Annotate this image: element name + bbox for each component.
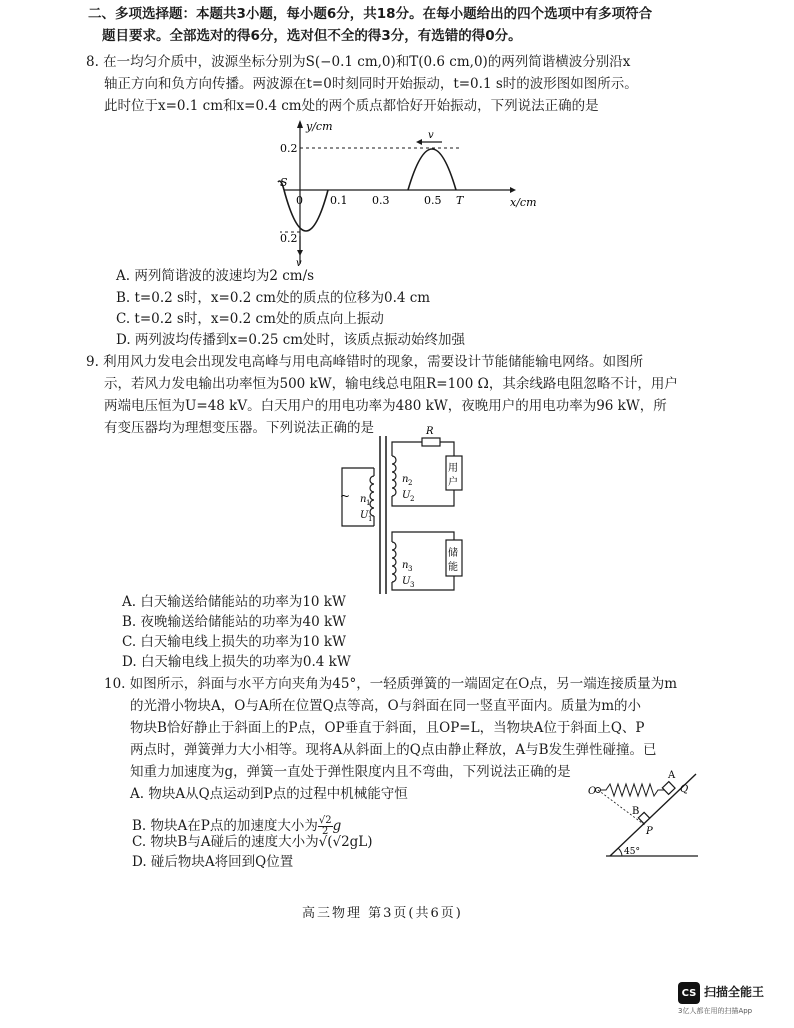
q10-line-4: 两点时，弹簧弹力大小相等。现将A从斜面上的Q点由静止释放，A与B发生弹性碰撞。已 (130, 742, 657, 758)
section-title-cont: 题目要求。全部选对的得6分，选对但不全的得3分，有选错的得0分。 (102, 28, 522, 44)
q9-line-1: 9. 利用风力发电会出现发电高峰与用电高峰错时的现象，需要设计节能储能输电网络。如图所 (86, 354, 644, 370)
label-P: P (646, 826, 653, 837)
user-label-2: 户 (448, 477, 458, 488)
origin-label: 0 (296, 194, 303, 207)
q8-option-a: A. 两列简谐波的波速均为2 cm/s (116, 268, 315, 284)
q8-wave-graph (270, 118, 550, 270)
v-label-bottom: v (296, 258, 302, 269)
U2-label: U (402, 490, 411, 501)
n2-label: n (402, 474, 409, 485)
q9-line-3: 两端电压恒为U=48 kV。白天用户的用电功率为480 kW，夜晚用户的用电功率为96 kW，所 (104, 398, 667, 414)
x-axis-arrow-icon (510, 187, 516, 193)
secondary-coil-3 (392, 542, 396, 582)
n2-sub: 2 (408, 479, 413, 487)
U1-label: U (360, 510, 369, 521)
block-A (662, 782, 675, 795)
camscanner-logo-icon: CS (678, 982, 700, 1004)
q8-option-c: C. t=0.2 s时，x=0.2 cm处的质点向上振动 (116, 311, 384, 327)
q10-line-2: 的光滑小物块A，O与A所在位置Q点等高，O与斜面在同一竖直平面内。质量为m的小 (130, 698, 642, 714)
storage-label-2: 能 (448, 562, 458, 573)
q10-option-b-num: √2 (318, 815, 332, 826)
v-label-top: v (428, 130, 434, 141)
y-tick-top: 0.2 (280, 142, 298, 155)
n3-sub: 3 (408, 565, 413, 573)
S-label: S (280, 176, 288, 189)
q10-option-a: A. 物块A从Q点运动到P点的过程中机械能守恒 (130, 786, 408, 802)
q10-option-d: D. 碰后物块A将回到Q位置 (132, 854, 294, 870)
page-footer: 高三物理 第3页(共6页) (302, 906, 463, 921)
q10-option-b-prefix: B. 物块A在P点的加速度大小为 (132, 818, 318, 834)
q10-option-c: C. 物块B与A碰后的速度大小为√(√2gL) (132, 834, 373, 850)
y-axis-label: y/cm (306, 120, 333, 133)
wave-left-curve (284, 190, 328, 231)
q9-option-a: A. 白天输送给储能站的功率为10 kW (122, 594, 346, 610)
q8-option-d: D. 两列波均传播到x=0.25 cm处时，该质点振动始终加强 (116, 332, 466, 348)
label-B: B (632, 806, 640, 817)
section-title: 二、多项选择题：本题共3小题，每小题6分，共18分。在每小题给出的四个选项中有多项符合 (88, 6, 653, 22)
n3-label: n (402, 560, 409, 571)
primary-coil (370, 476, 374, 516)
secondary-coil-2 (392, 456, 396, 496)
q8-line-1: 8. 在一均匀介质中，波源坐标分别为S(−0.1 cm,0)和T(0.6 cm,0)的两列简谐横波分别沿x (86, 54, 631, 70)
U2-sub: 2 (410, 495, 415, 503)
q8-option-b: B. t=0.2 s时，x=0.2 cm处的质点的位移为0.4 cm (116, 290, 431, 306)
q10-option-b-suffix: g (332, 818, 342, 834)
q10-incline-figure (586, 770, 706, 866)
x-tick-0.5: 0.5 (424, 194, 442, 207)
label-O: O (588, 786, 597, 797)
q10-line-1: 10. 如图所示，斜面与水平方向夹角为45°，一轻质弹簧的一端固定在O点，另一端连接质量为m (104, 676, 678, 692)
user-label-1: 用 (448, 463, 458, 474)
storage-label-1: 储 (448, 548, 458, 559)
ac-source-icon: ~ (340, 489, 351, 503)
q9-circuit-diagram (330, 422, 490, 600)
q9-option-d: D. 白天输电线上损失的功率为0.4 kW (122, 654, 351, 670)
n1-sub: 1 (366, 499, 371, 507)
q10-line-3: 物块B恰好静止于斜面上的P点，OP垂直于斜面，且OP=L，当物块A位于斜面上Q、P (130, 720, 645, 736)
q8-line-3: 此时位于x=0.1 cm和x=0.4 cm处的两个质点都恰好开始振动，下列说法正确的是 (104, 98, 599, 114)
q10-option-b-den: 2 (322, 826, 329, 837)
angle-arc (618, 848, 622, 856)
U1-sub: 1 (368, 515, 373, 523)
label-A: A (668, 770, 676, 781)
spring (600, 784, 666, 796)
R-label: R (426, 426, 434, 437)
x-tick-0.1: 0.1 (330, 194, 348, 207)
velocity-arrow-right-icon (416, 139, 422, 145)
x-axis-label: x/cm (510, 196, 537, 209)
U3-sub: 3 (410, 581, 415, 589)
wave-right-curve (408, 149, 456, 190)
n1-label: n (360, 494, 367, 505)
label-Q: Q (680, 784, 689, 795)
camscanner-title: 扫描全能王 (704, 985, 765, 999)
q10-line-5: 知重力加速度为g，弹簧一直处于弹性限度内且不弯曲，下列说法正确的是 (130, 764, 571, 780)
velocity-arrow-left-icon (297, 250, 303, 256)
x-tick-0.3: 0.3 (372, 194, 390, 207)
label-angle: 45° (624, 847, 640, 857)
camscanner-subtitle: 3亿人都在用的扫描App (678, 1007, 753, 1015)
y-tick-bottom: 0.2 (280, 232, 298, 245)
q8-line-2: 轴正方向和负方向传播。两波源在t=0时刻同时开始振动，t=0.1 s时的波形图如图所示。 (104, 76, 638, 92)
resistor-R (422, 438, 440, 446)
T-label: T (456, 194, 464, 207)
q9-option-b: B. 夜晚输送给储能站的功率为40 kW (122, 614, 347, 630)
y-axis-arrow-icon (297, 120, 303, 128)
U3-label: U (402, 576, 411, 587)
q9-line-4: 有变压器均为理想变压器。下列说法正确的是 (104, 420, 374, 436)
q9-line-2: 示，若风力发电输出功率恒为500 kW，输电线总电阻R=100 Ω，其余线路电阻忽略不计，用户 (104, 376, 678, 392)
q9-option-c: C. 白天输电线上损失的功率为10 kW (122, 634, 346, 650)
